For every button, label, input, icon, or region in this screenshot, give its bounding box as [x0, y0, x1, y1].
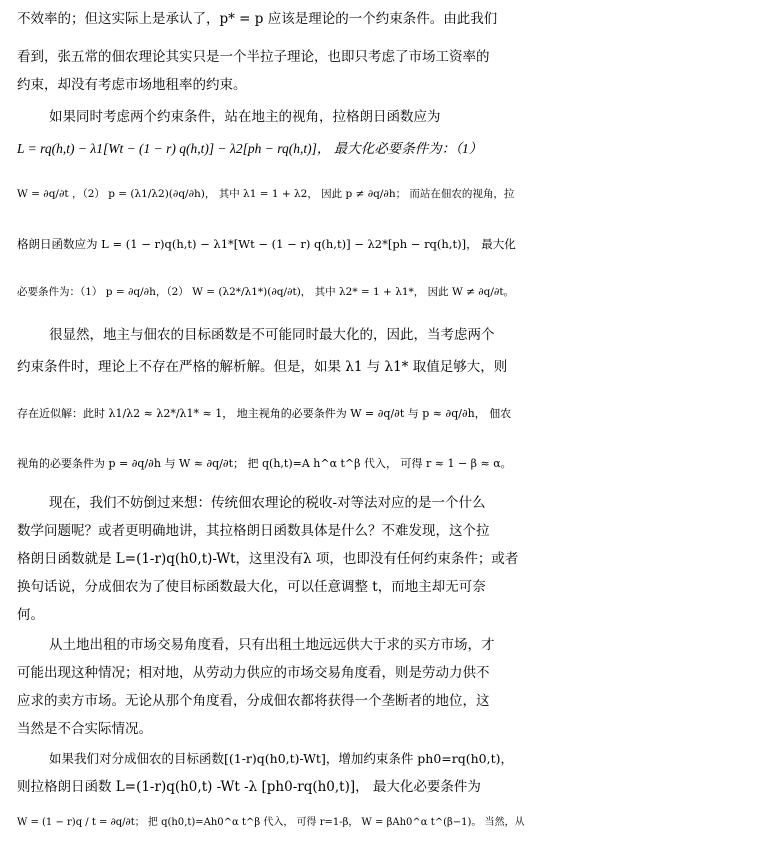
equation-line-8: 必要条件为：（1） p = ∂q/∂h，（2） W = (λ2*/λ1*)(∂q/∂t)， 其中 λ2* = 1 + λ1*， 因此 W ≠ ∂q/∂t。	[17, 286, 515, 298]
text-line-16: 换句话说，分成佃农为了使目标函数最大化，可以任意调整 t，而地主却无可奈	[17, 579, 486, 595]
text-line-22: 如果我们对分成佃农的目标函数[(1-r)q(h0,t)-Wt]，增加约束条件 ph0=rq(h0,t)，	[49, 751, 514, 766]
text-line-14: 数学问题呢？或者更明确地讲，其拉格朗日函数具体是什么？不难发现，这个拉	[17, 523, 490, 539]
text-line-17: 何。	[17, 607, 44, 623]
equation-line-11: 存在近似解：此时 λ1/λ2 ≈ λ2*/λ1* ≈ 1， 地主视角的必要条件为 W = ∂q/∂t 与 p ≈ ∂q/∂h， 佃农	[17, 407, 512, 420]
text-line-4: 如果同时考虑两个约束条件，站在地主的视角，拉格朗日函数应为	[49, 109, 441, 125]
equation-line-5: L = rq(h,t) − λ1[Wt − (1 − r) q(h,t)] − λ2[ph − rq(h,t)]， 最大化必要条件为：（1）	[17, 141, 483, 156]
equation-line-24: W = (1 − r)q / t = ∂q/∂t； 把 q(h0,t)=Ah0^α t^β 代入， 可得 r=1-β， W = βAh0^α t^(β−1)。 当然，从	[17, 817, 525, 828]
text-line-2: 看到，张五常的佃农理论其实只是一个半拉子理论，也即只考虑了市场工资率的	[17, 49, 490, 65]
text-line-1: 不效率的；但这实际上是承认了，p* = p 应该是理论的一个约束条件。由此我们	[17, 11, 498, 27]
text-line-20: 应求的卖方市场。无论从那个角度看，分成佃农都将获得一个垄断者的地位，这	[17, 693, 490, 709]
equation-line-6: W = ∂q/∂t ，（2） p = (λ1/λ2)(∂q/∂h)， 其中 λ1 = 1 + λ2， 因此 p ≠ ∂q/∂h； 而站在佃农的视角，拉	[17, 188, 515, 200]
text-line-19: 可能出现这种情况；相对地，从劳动力供应的市场交易角度看，则是劳动力供不	[17, 665, 490, 681]
text-line-18: 从土地出租的市场交易角度看，只有出租土地远远供大于求的买方市场，才	[49, 637, 495, 653]
equation-line-12: 视角的必要条件为 p = ∂q/∂h 与 W ≈ ∂q/∂t； 把 q(h,t)=A h^α t^β 代入， 可得 r ≈ 1 − β ≈ α。	[17, 457, 512, 470]
text-line-3: 约束，却没有考虑市场地租率的约束。	[17, 77, 247, 93]
text-line-15: 格朗日函数就是 L=(1-r)q(h0,t)-Wt，这里没有λ 项，也即没有任何约束条件；或者	[17, 551, 519, 567]
text-line-13: 现在，我们不妨倒过来想：传统佃农理论的税收-对等法对应的是一个什么	[49, 495, 486, 511]
text-line-10: 约束条件时，理论上不存在严格的解析解。但是，如果 λ1 与 λ1* 取值足够大，则	[17, 359, 508, 375]
equation-line-7: 格朗日函数应为 L = (1 − r)q(h,t) − λ1*[Wt − (1 − r) q(h,t)] − λ2*[ph − rq(h,t)]， 最大化	[17, 237, 516, 251]
text-line-23: 则拉格朗日函数 L=(1-r)q(h0,t) -Wt -λ [ph0-rq(h0,t)]， 最大化必要条件为	[17, 779, 481, 795]
text-line-21: 当然是不合实际情况。	[17, 721, 152, 737]
text-line-9: 很显然，地主与佃农的目标函数是不可能同时最大化的，因此，当考虑两个	[49, 327, 495, 343]
